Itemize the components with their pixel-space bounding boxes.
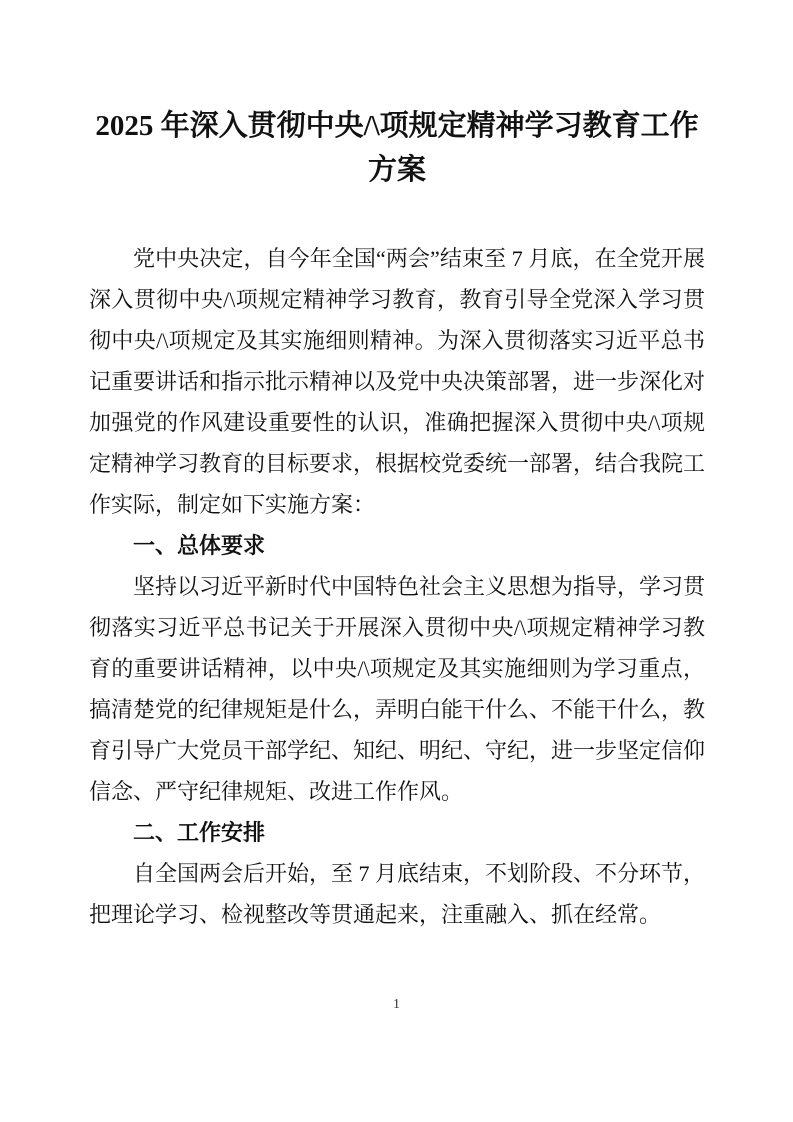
- paragraph-work-arrangement: 自全国两会后开始，至 7 月底结束，不划阶段、不分环节，把理论学习、检视整改等贯通起来，注重融入、抓在经常。: [89, 861, 706, 927]
- page-footer: [0, 996, 793, 1014]
- paragraph-overall-requirements: 坚持以习近平新时代中国特色社会主义思想为指导，学习贯彻落实习近平总书记关于开展深入贯彻中央/\项规定精神学习教育的重要讲话精神，以中央/\项规定及其实施细则为学习重点，搞清楚党的纪律规矩是什么，弄明白能干什么、不能干什么，教育引导广大党员干部学纪、知纪、明纪、守纪，进一步坚定信仰信念、严守纪律规矩、改进工作作风。: [89, 574, 706, 804]
- section-heading-work-arrangement: 二、工作安排: [133, 820, 266, 845]
- document-body: [89, 238, 705, 935]
- page-number: 1: [393, 997, 400, 1012]
- paragraph-intro: 党中央决定，自今年全国“两会”结束至 7 月底，在全党开展深入贯彻中央/\项规定精神学习教育，教育引导全党深入学习贯彻中央/\项规定及其实施细则精神。为深入贯彻落实习近平总书记重要讲话和指示批示精神以及党中央决策部署，进一步深化对加强党的作风建设重要性的认识，准确把握深入贯彻中央/\项规定精神学习教育的目标要求，根据校党委统一部署，结合我院工作实际，制定如下实施方案：: [89, 246, 706, 517]
- document-title: 2025 年深入贯彻中央/\项规定精神学习教育工作方案: [95, 110, 699, 186]
- section-heading-overall-requirements: 一、总体要求: [133, 533, 266, 558]
